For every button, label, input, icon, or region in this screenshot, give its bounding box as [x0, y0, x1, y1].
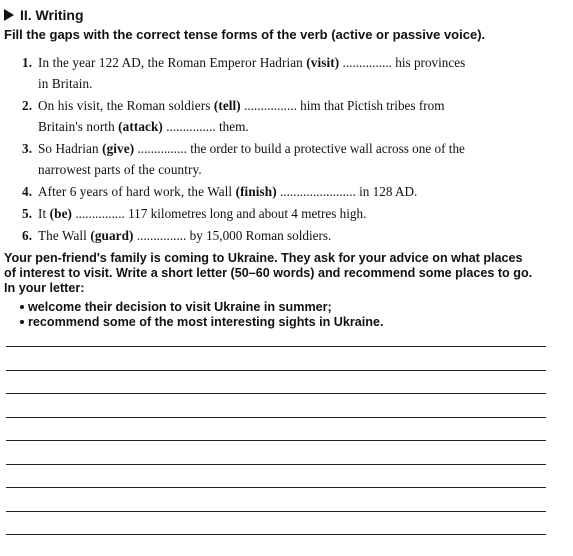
item-number: 1. — [22, 55, 33, 70]
verb-hint: (be) — [49, 206, 73, 221]
gap-blank[interactable]: ............... his provinces — [339, 55, 466, 70]
answer-line[interactable] — [6, 417, 546, 418]
verb-hint: (guard) — [90, 228, 134, 243]
item-continuation: in Britain. — [38, 76, 93, 91]
item-text — [38, 95, 552, 116]
section-title-text: II. Writing — [20, 7, 84, 23]
item-text-part: On his visit, the Roman soldiers — [38, 98, 214, 113]
exercise-item-3 — [22, 138, 552, 180]
answer-line[interactable] — [6, 487, 546, 488]
item-text-part: So Hadrian — [38, 141, 103, 156]
item-text — [38, 181, 552, 202]
item-continuation — [38, 116, 552, 137]
item-number: 5. — [22, 206, 33, 221]
bullet-dot-icon — [20, 320, 24, 324]
answer-line[interactable] — [6, 511, 546, 512]
bullet-dot-icon — [20, 305, 24, 309]
exercise-item-6 — [22, 225, 552, 246]
verb-hint: (finish) — [235, 184, 277, 199]
verb-hint: (give) — [102, 141, 135, 156]
item-text — [38, 203, 552, 224]
task-bullet-list — [20, 300, 384, 330]
item-text — [38, 52, 552, 73]
item-text-part: In the year 122 AD, the Roman Emperor Hadrian — [38, 55, 307, 70]
verb-hint: (attack) — [118, 119, 163, 134]
item-text-part: Britain's north — [38, 119, 119, 134]
exercise-item-5 — [22, 203, 552, 224]
gap-blank[interactable]: ............... 117 kilometres long and about 4 metres high. — [72, 206, 367, 221]
verb-hint: (visit) — [306, 55, 340, 70]
answer-line[interactable] — [6, 393, 546, 394]
gap-blank[interactable]: ................ him that Pictish tribes from — [240, 98, 445, 113]
gap-blank[interactable]: ....................... in 128 AD. — [276, 184, 418, 199]
gap-blank[interactable]: ............... them. — [162, 119, 249, 134]
gap-blank[interactable]: ............... by 15,000 Roman soldiers. — [133, 228, 332, 243]
triangle-bullet-icon — [4, 9, 14, 21]
item-continuation: narrowest parts of the country. — [38, 162, 202, 177]
item-number: 3. — [22, 141, 33, 156]
exercise-items — [22, 52, 552, 247]
task-bullet — [20, 315, 384, 330]
item-text — [38, 225, 552, 246]
exercise-item-1 — [22, 52, 552, 94]
answer-line[interactable] — [6, 440, 546, 441]
item-number: 4. — [22, 184, 33, 199]
item-text — [38, 138, 552, 159]
gap-blank[interactable]: ............... the order to build a protective wall across one of the — [134, 141, 465, 156]
item-number: 2. — [22, 98, 33, 113]
task-line: Your pen-friend's family is coming to Ukraine. They ask for your advice on what places — [4, 251, 523, 265]
exercise-item-2 — [22, 95, 552, 137]
item-text-part: It — [38, 206, 50, 221]
answer-line[interactable] — [6, 534, 546, 535]
exercise-instruction: Fill the gaps with the correct tense forms of the verb (active or passive voice). — [4, 27, 486, 42]
bullet-text: recommend some of the most interesting sights in Ukraine. — [28, 315, 384, 329]
answer-line[interactable] — [6, 346, 546, 347]
section-heading — [4, 6, 84, 24]
task-line: of interest to visit. Write a short letter (50–60 words) and recommend some places to go. — [4, 266, 533, 280]
bullet-text: welcome their decision to visit Ukraine in summer; — [28, 300, 332, 314]
task-bullet — [20, 300, 384, 315]
answer-line[interactable] — [6, 370, 546, 371]
exercise-item-4 — [22, 181, 552, 202]
verb-hint: (tell) — [213, 98, 241, 113]
writing-task — [4, 251, 564, 296]
item-text-part: The Wall — [38, 228, 91, 243]
item-number: 6. — [22, 228, 33, 243]
item-text-part: After 6 years of hard work, the Wall — [38, 184, 236, 199]
answer-line[interactable] — [6, 464, 546, 465]
task-line: In your letter: — [4, 281, 85, 295]
